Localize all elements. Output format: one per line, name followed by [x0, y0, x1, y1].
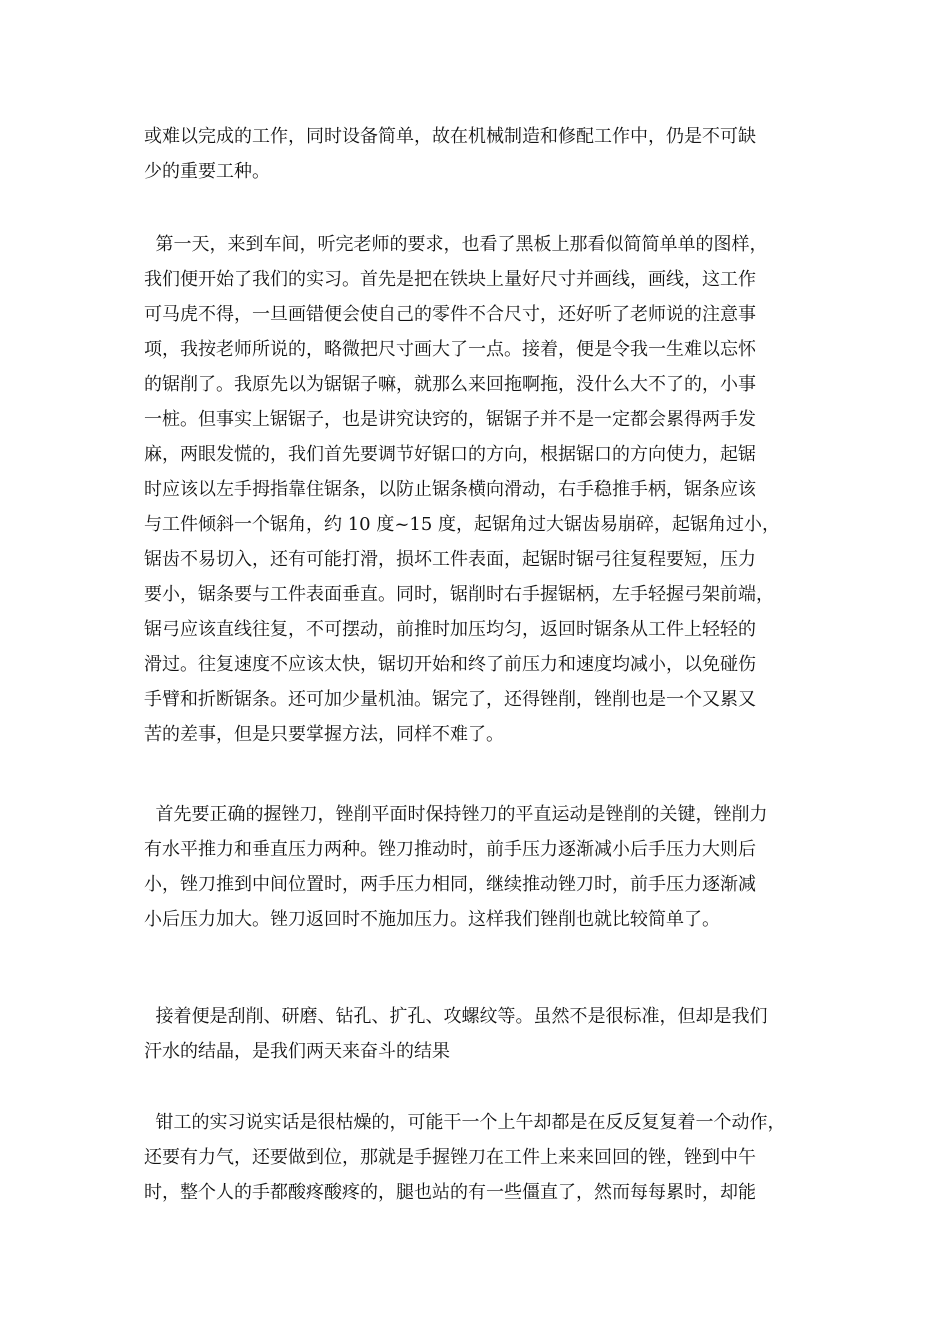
text-line: 时，整个人的手都酸疼酸疼的，腿也站的有一些僵直了，然而每每累时，却能 — [144, 1182, 756, 1203]
text-line: 我们便开始了我们的实习。首先是把在铁块上量好尺寸并画线，画线，这工作 — [144, 269, 756, 290]
text-line: 或难以完成的工作，同时设备简单，故在机械制造和修配工作中，仍是不可缺 — [144, 126, 756, 147]
text-line: 还要有力气，还要做到位，那就是手握锉刀在工件上来来回回的锉，锉到中午 — [144, 1147, 756, 1168]
text-line: 第一天，来到车间，听完老师的要求，也看了黑板上那看似简简单单的图样， — [144, 234, 768, 255]
text-line: 汗水的结晶，是我们两天来奋斗的结果 — [144, 1041, 450, 1062]
paragraph-5 — [144, 1105, 824, 1210]
text-line: 小，锉刀推到中间位置时，两手压力相同，继续推动锉刀时，前手压力逐渐减 — [144, 874, 756, 895]
text-line: 小后压力加大。锉刀返回时不施加压力。这样我们锉削也就比较简单了。 — [144, 909, 720, 930]
paragraph-1 — [144, 119, 824, 189]
text-line: 有水平推力和垂直压力两种。锉刀推动时，前手压力逐渐减小后手压力大则后 — [144, 839, 756, 860]
paragraph-3 — [144, 797, 824, 937]
text-line: 可马虎不得，一旦画错便会使自己的零件不合尺寸，还好听了老师说的注意事 — [144, 304, 756, 325]
text-line: 钳工的实习说实话是很枯燥的，可能干一个上午却都是在反反复复着一个动作， — [144, 1112, 786, 1133]
text-line: 锯齿不易切入，还有可能打滑，损坏工件表面，起锯时锯弓往复程要短，压力 — [144, 549, 756, 570]
text-line: 接着便是刮削、研磨、钻孔、扩孔、攻螺纹等。虽然不是很标准，但却是我们 — [144, 1006, 768, 1027]
text-line: 首先要正确的握锉刀，锉削平面时保持锉刀的平直运动是锉削的关键，锉削力 — [144, 804, 768, 825]
text-line: 锯弓应该直线往复，不可摆动，前推时加压均匀，返回时锯条从工件上轻轻的 — [144, 619, 756, 640]
text-line: 与工件倾斜一个锯角，约 10 度~15 度，起锯角过大锯齿易崩碎，起锯角过小， — [144, 514, 781, 535]
text-line: 麻，两眼发慌的，我们首先要调节好锯口的方向，根据锯口的方向使力，起锯 — [144, 444, 756, 465]
text-line: 的锯削了。我原先以为锯锯子嘛，就那么来回拖啊拖，没什么大不了的，小事 — [144, 374, 756, 395]
text-line: 要小，锯条要与工件表面垂直。同时，锯削时右手握锯柄，左手轻握弓架前端， — [144, 584, 774, 605]
text-line: 时应该以左手拇指靠住锯条，以防止锯条横向滑动，右手稳推手柄，锯条应该 — [144, 479, 756, 500]
text-line: 滑过。往复速度不应该太快，锯切开始和终了前压力和速度均减小，以免碰伤 — [144, 654, 756, 675]
text-line: 少的重要工种。 — [144, 161, 270, 182]
text-line: 项，我按老师所说的，略微把尺寸画大了一点。接着，便是令我一生难以忘怀 — [144, 339, 756, 360]
text-line: 苦的差事，但是只要掌握方法，同样不难了。 — [144, 724, 504, 745]
paragraph-2 — [144, 227, 824, 752]
paragraph-4 — [144, 999, 824, 1069]
text-line: 一桩。但事实上锯锯子，也是讲究诀窍的，锯锯子并不是一定都会累得两手发 — [144, 409, 756, 430]
text-line: 手臂和折断锯条。还可加少量机油。锯完了，还得锉削，锉削也是一个又累又 — [144, 689, 756, 710]
